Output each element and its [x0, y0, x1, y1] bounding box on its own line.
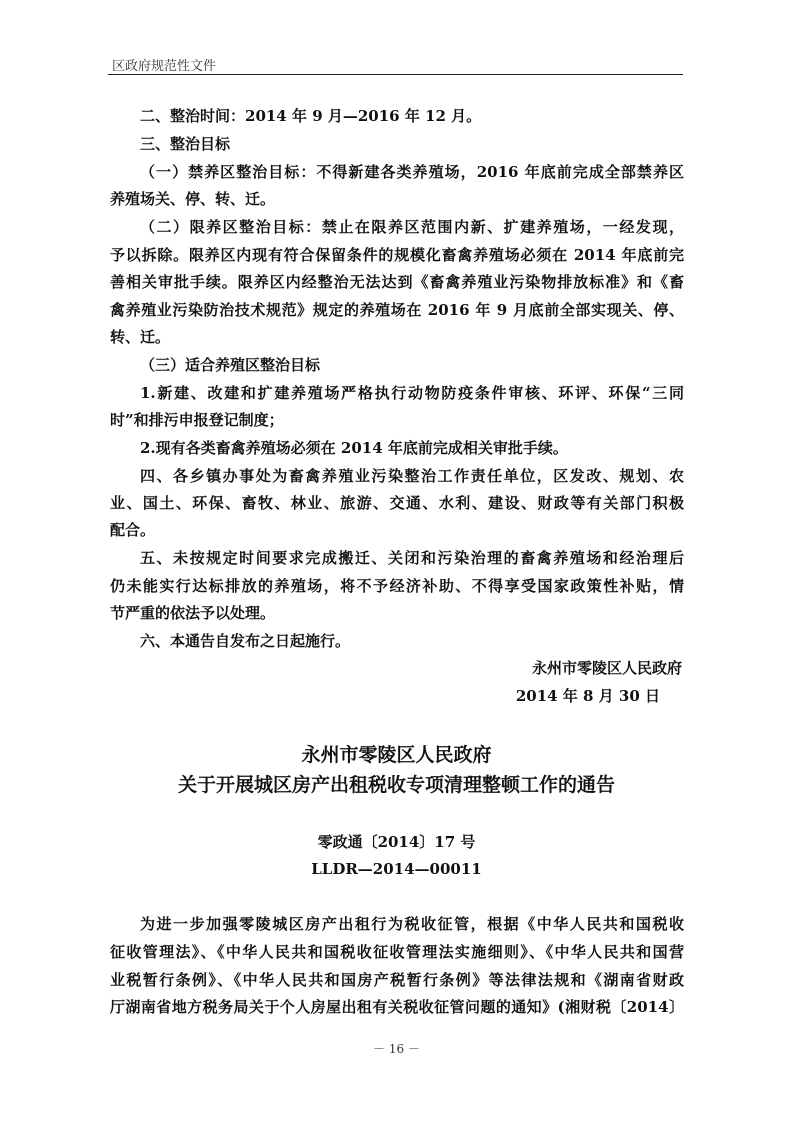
paragraph-line: 六、本通告自发布之日起施行。	[140, 632, 351, 650]
paragraph-line: 五、未按规定时间要求完成搬迁、关闭和污染治理的畜禽养殖场和经治理后	[140, 549, 684, 567]
paragraph-line: 转、迁。	[110, 328, 171, 346]
heading-line: 三、整治目标	[140, 135, 231, 153]
paragraph-line: 仍未能实行达标排放的养殖场，将不予经济补助、不得享受国家政策性补贴，情	[110, 577, 684, 595]
paragraph-line: 善相关审批手续。限养区内经整治无法达到《畜禽养殖业污染物排放标准》和《畜	[110, 273, 684, 291]
notice-title-line-1: 永州市零陵区人民政府	[301, 744, 492, 766]
paragraph-line: 2.现有各类畜禽养殖场必须在 2014 年底前完成相关审批手续。	[140, 439, 568, 457]
page-header-label: 区政府规范性文件	[112, 59, 217, 74]
signature-org: 永州市零陵区人民政府	[531, 659, 682, 677]
paragraph-line: 节严重的依法予以处理。	[110, 604, 276, 622]
signature-date: 2014 年 8 月 30 日	[515, 687, 660, 705]
paragraph-line: 二、整治时间：2014 年 9 月—2016 年 12 月。	[140, 107, 482, 125]
header-rule	[108, 74, 683, 75]
paragraph-line: 为进一步加强零陵城区房产出租行为税收征管，根据《中华人民共和国税收	[140, 915, 684, 933]
paragraph-line: （二）限养区整治目标：禁止在限养区范围内新、扩建养殖场，一经发现，	[140, 218, 684, 236]
paragraph-line: 四、各乡镇办事处为畜禽养殖业污染整治工作责任单位，区发改、规划、农	[140, 467, 684, 485]
paragraph-line: 业、国土、环保、畜牧、林业、旅游、交通、水利、建设、财政等有关部门积极	[110, 494, 684, 512]
paragraph-line: （一）禁养区整治目标：不得新建各类养殖场，2016 年底前完成全部禁养区	[140, 163, 684, 181]
page-number: － 16 －	[373, 1042, 420, 1056]
document-number: 零政通〔2014〕17 号	[317, 833, 476, 851]
paragraph-line: 1.新建、改建和扩建养殖场严格执行动物防疫条件审核、环评、环保“三同	[140, 384, 684, 402]
paragraph-line: 配合。	[110, 521, 156, 539]
registration-number: LLDR—2014—00011	[311, 860, 482, 878]
heading-line: （三）适合养殖区整治目标	[140, 356, 321, 374]
paragraph-line: 业税暂行条例》、《中华人民共和国房产税暂行条例》等法律法规和《湖南省财政	[110, 971, 684, 989]
paragraph-line: 养殖场关、停、转、迁。	[110, 190, 276, 208]
paragraph-line: 禽养殖业污染防治技术规范》规定的养殖场在 2016 年 9 月底前全部实现关、停、	[110, 301, 684, 319]
paragraph-line: 征收管理法》、《中华人民共和国税收征收管理法实施细则》、《中华人民共和国营	[110, 943, 684, 961]
notice-title-line-2: 关于开展城区房产出租税收专项清理整顿工作的通告	[177, 774, 615, 796]
paragraph-line: 予以拆除。限养区内现有符合保留条件的规模化畜禽养殖场必须在 2014 年底前完	[110, 246, 684, 264]
paragraph-line: 时”和排污申报登记制度；	[110, 411, 284, 429]
paragraph-line: 厅湖南省地方税务局关于个人房屋出租有关税收征管问题的通知》(湘财税〔2014〕	[110, 998, 684, 1016]
